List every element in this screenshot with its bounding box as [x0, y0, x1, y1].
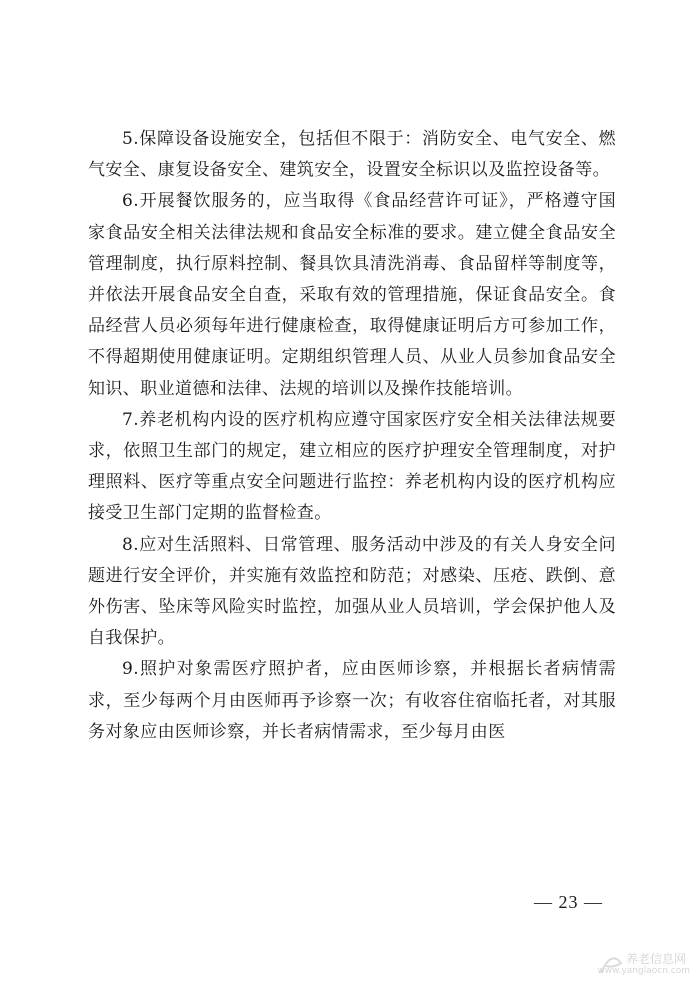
document-body [88, 124, 616, 748]
watermark [596, 944, 692, 984]
paragraph-9: 9.照护对象需医疗照护者，应由医师诊察，并根据长者病情需求，至少每两个月由医师再予诊察一次；有收容住宿临托者，对其服务对象应由医师诊察，并长者病情需求，至少每月由医 [88, 659, 616, 742]
page-number: — 23 — [534, 892, 603, 912]
paragraph-5: 5.保障设备设施安全，包括但不限于：消防安全、电气安全、燃气安全、康复设备安全、建筑安全，设置安全标识以及监控设备等。 [88, 129, 616, 181]
paragraph-7: 7.养老机构内设的医疗机构应遵守国家医疗安全相关法律法规要求，依照卫生部门的规定，建立相应的医疗护理安全管理制度，对护理照料、医疗等重点安全问题进行监控：养老机构内设的医疗机构应接受卫生部门定期的监督检查。 [88, 409, 616, 524]
paragraph-8: 8.应对生活照料、日常管理、服务活动中涉及的有关人身安全问题进行安全评价，并实施有效监控和防范；对感染、压疮、跌倒、意外伤害、坠床等风险实时监控，加强从业人员培训，学会保护他人及自我保护。 [88, 534, 616, 649]
paragraph-6: 6.开展餐饮服务的，应当取得《食品经营许可证》，严格遵守国家食品安全相关法律法规和食品安全标准的要求。建立健全食品安全管理制度，执行原料控制、餐具饮具清洗消毒、食品留样等制度等，并依法开展食品安全自查，采取有效的管理措施，保证食品安全。食品经营人员必须每年进行健康检查，取得健康证明后方可参加工作，不得超期使用健康证明。定期组织管理人员、从业人员参加食品安全知识、职业道德和法律、法规的培训以及操作技能培训。 [88, 191, 616, 399]
watermark-url: www.yanglaocn.com [597, 966, 690, 976]
watermark-title: 养老信息网 [625, 952, 686, 966]
